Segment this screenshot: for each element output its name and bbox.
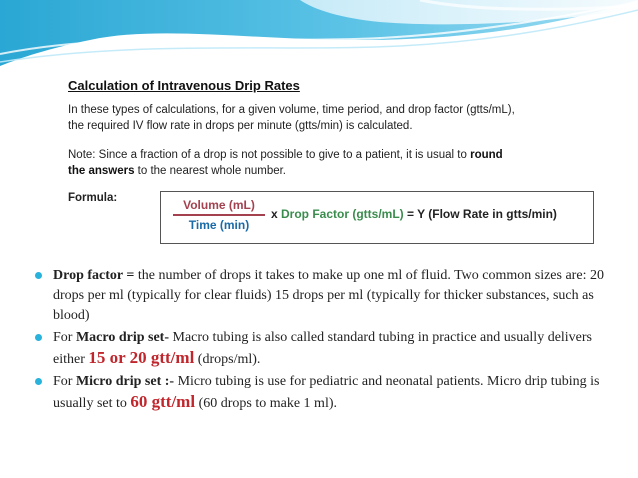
image-title: Calculation of Intravenous Drip Rates xyxy=(68,78,300,93)
formula-result: = Y (Flow Rate in gtts/min) xyxy=(403,207,557,221)
formula-drop-factor: Drop Factor (gtts/mL) xyxy=(281,207,404,221)
micro-drip-rate: 60 gtt/ml xyxy=(130,392,196,411)
term-macro-drip: Macro drip set- xyxy=(75,330,170,345)
term-micro-drip: Micro drip set :- xyxy=(75,374,175,389)
term-drop-factor: Drop factor = xyxy=(53,268,135,283)
embedded-formula-image xyxy=(36,70,606,260)
formula-denominator: Time (min) xyxy=(188,218,250,232)
list-item-macro-drip: For Macro drip set- Macro tubing is also called standard tubing in practice and usually delivers either 15 or 20 gtt/ml (drops/ml). xyxy=(34,328,614,370)
image-note-paragraph: Note: Since a fraction of a drop is not possible to give to a patient, it is usual to round the answers to the nearest whole number. xyxy=(68,149,503,177)
formula-expression: x Drop Factor (gtts/mL) = Y (Flow Rate in gtts/min) xyxy=(271,207,557,221)
macro-drip-rate: 15 or 20 gtt/ml xyxy=(88,348,195,367)
list-item-drop-factor: Drop factor = the number of drops it takes to make up one ml of fluid. Two common sizes are: 20 drops per ml (typically for clear fluids) 15 drops per ml (typically for thicker substances, such as blood) xyxy=(34,266,614,326)
image-intro-paragraph: In these types of calculations, for a given volume, time period, and drop factor (gtts/mL), the required IV flow rate in drops per minute (gtts/min) is calculated. xyxy=(68,104,515,132)
list-item-micro-drip: For Micro drip set :- Micro tubing is use for pediatric and neonatal patients. Micro drip tubing is usually set to 60 gtt/ml (60 drops to make 1 ml). xyxy=(34,372,614,414)
header-wave-decoration xyxy=(0,0,638,70)
formula-box xyxy=(160,191,594,244)
formula-numerator: Volume (mL) xyxy=(183,198,255,212)
bullet-list xyxy=(34,266,614,416)
formula-fraction xyxy=(173,198,265,232)
formula-label: Formula: xyxy=(68,192,118,204)
